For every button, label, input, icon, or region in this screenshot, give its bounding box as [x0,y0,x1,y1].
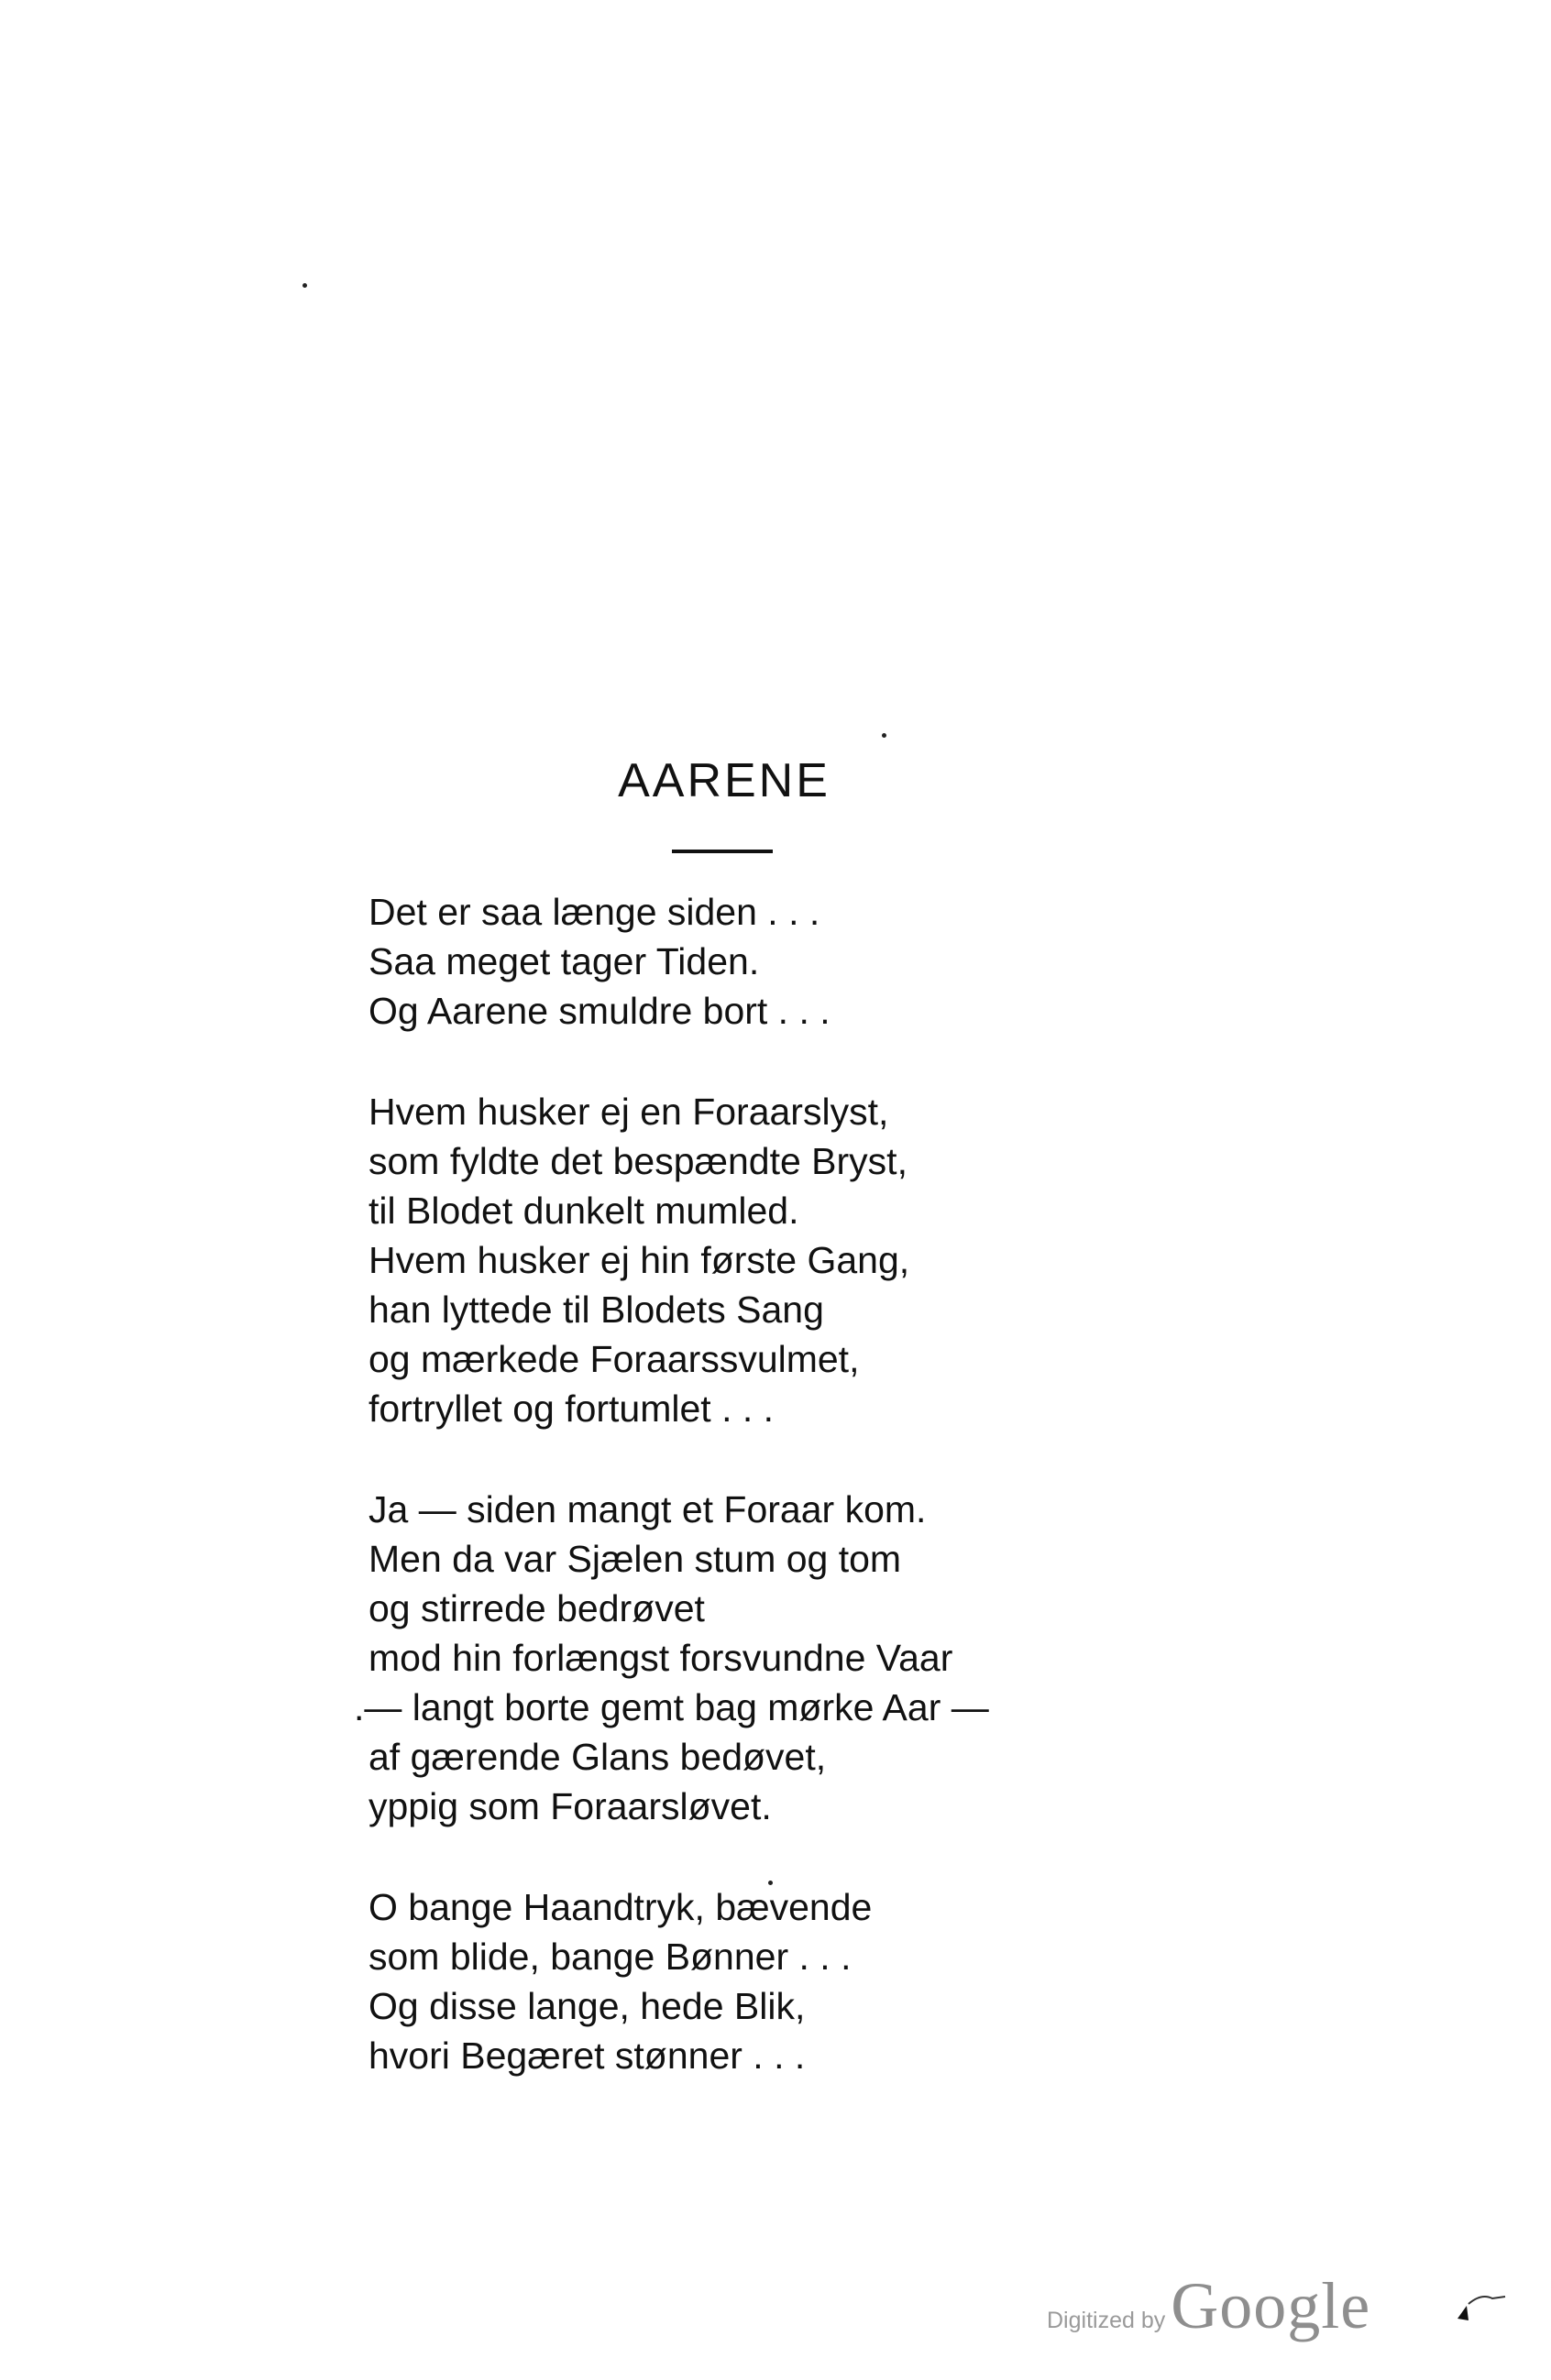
corner-scribble-icon [1454,2289,1509,2326]
poem-line: og stirrede bedrøvet [368,1587,705,1629]
poem-line: til Blodet dunkelt mumled. [368,1190,799,1232]
google-logo: Google [1171,2269,1371,2342]
poem-line: som fyldte det bespændte Bryst, [368,1140,908,1182]
stanza [354,1485,1377,1831]
poem-line: O bange Haandtryk, bævende [368,1886,873,1928]
poem-line: yppig som Foraarsløvet. [368,1785,772,1827]
stanza [368,1087,1377,1433]
poem-line: og mærkede Foraarssvulmet, [368,1338,860,1380]
poem-line: Men da var Sjælen stum og tom [368,1538,902,1580]
stanza [368,1882,1377,2080]
title-divider [672,850,773,853]
poem-line: Og disse lange, hede Blik, [368,1985,806,2027]
poem-line: hvori Begæret stønner . . . [368,2035,806,2077]
poem-line: af gærende Glans bedøvet, [368,1736,827,1778]
digitized-label: Digitized by [1047,2308,1166,2333]
print-speck [882,733,886,738]
poem-line: som blide, bange Bønner . . . [368,1936,852,1978]
poem-line: mod hin forlængst forsvundne Vaar [368,1637,953,1679]
poem-line: .— langt borte gemt bag mørke Aar — [354,1686,989,1728]
poem-line: fortryllet og fortumlet . . . [368,1387,775,1430]
poem-line: Saa meget tager Tiden. [368,940,760,982]
poem-line: Det er saa længe siden . . . [368,891,820,933]
print-speck [302,283,307,288]
stanza [368,887,1377,1036]
digitized-watermark [1047,2268,1370,2342]
poem-line: Og Aarene smuldre bort . . . [368,990,830,1032]
poem-line: han lyttede til Blodets Sang [368,1289,824,1331]
poem-line: Hvem husker ej en Foraarslyst, [368,1091,889,1133]
poem-line: Ja — siden mangt et Foraar kom. [368,1488,927,1530]
poem-title: AARENE [618,754,830,807]
poem-line: Hvem husker ej hin første Gang, [368,1239,910,1281]
poem-body [354,887,1377,2132]
